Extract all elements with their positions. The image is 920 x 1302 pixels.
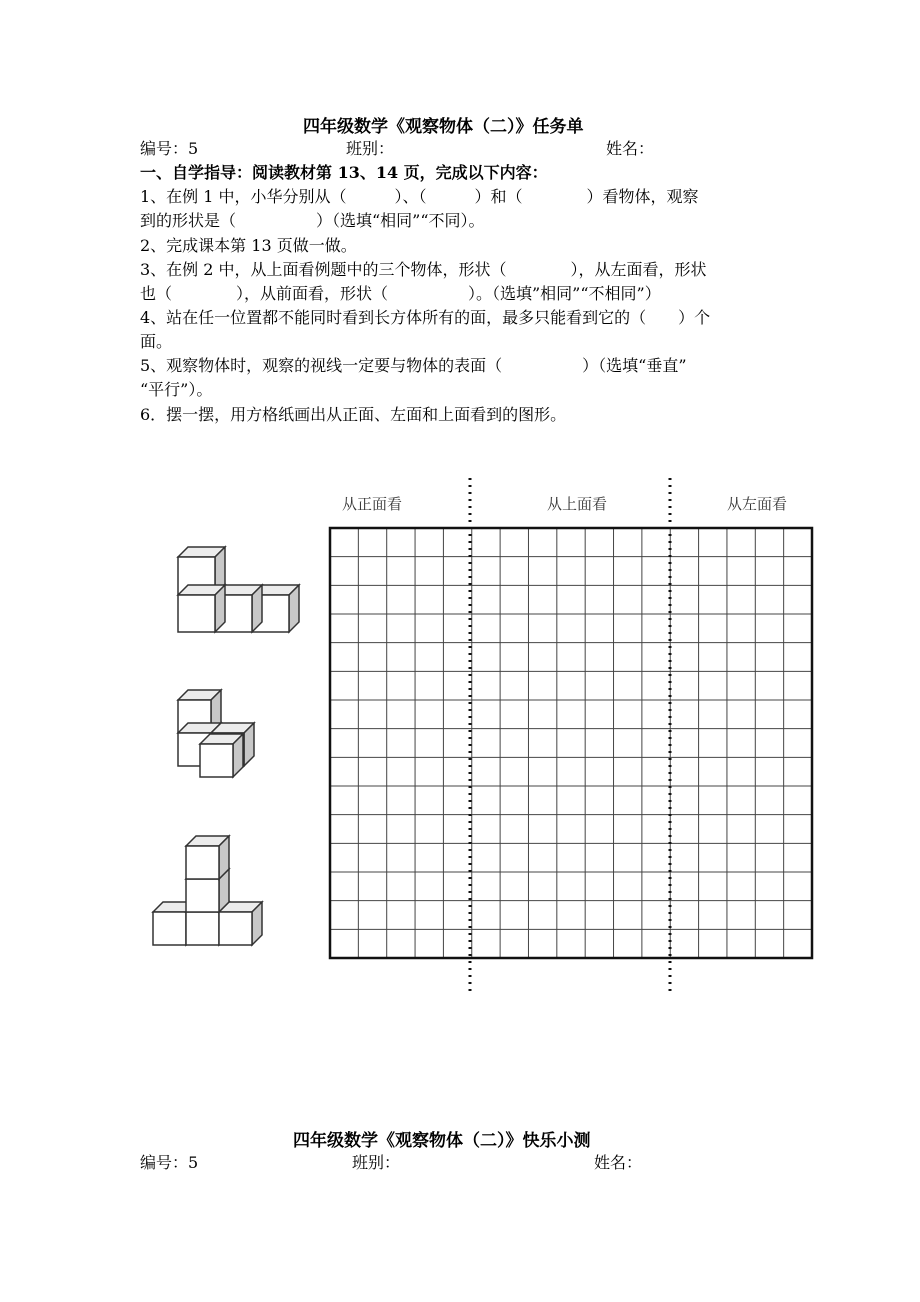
label-front-view: 从正面看 — [341, 495, 403, 513]
section-heading: 一、自学指导：阅读教材第 13、14 页，完成以下内容： — [140, 163, 548, 182]
cube — [200, 734, 243, 777]
item-1-line-1: 1、在例 1 中，小华分别从（ ）、（ ）和（ ）看物体，观察 — [140, 187, 699, 206]
task-sheet-title: 四年级数学《观察物体（二）》任务单 — [303, 117, 584, 137]
item-5-line-2: “平行”）。 — [140, 380, 213, 399]
quiz-header-class: 班别： — [352, 1153, 401, 1172]
grid-border — [330, 528, 812, 958]
item-6: 6．摆一摆，用方格纸画出从正面、左面和上面看到的图形。 — [140, 405, 567, 424]
cube-shape-1 — [178, 547, 299, 632]
cube-shape-3 — [153, 836, 262, 945]
header-number: 编号：5 — [140, 139, 199, 158]
header-name: 姓名： — [606, 139, 655, 158]
item-3-line-1: 3、在例 2 中，从上面看例题中的三个物体，形状（ ），从左面看，形状 — [140, 260, 707, 279]
header-class: 班别： — [346, 139, 395, 158]
cube-shapes — [153, 547, 299, 945]
cube-shape-2 — [178, 690, 254, 777]
quiz-header-number: 编号：5 — [140, 1153, 199, 1172]
quiz-title: 四年级数学《观察物体（二）》快乐小测 — [293, 1131, 591, 1151]
grid-paper — [330, 528, 812, 958]
label-top-view: 从上面看 — [546, 495, 608, 513]
label-left-view: 从左面看 — [726, 495, 788, 513]
cube — [186, 836, 229, 879]
item-2: 2、完成课本第 13 页做一做。 — [140, 236, 357, 255]
item-4-line-2: 面。 — [140, 332, 173, 351]
item-4-line-1: 4、站在任一位置都不能同时看到长方体所有的面，最多只能看到它的（ ）个 — [140, 308, 711, 327]
quiz-header-name: 姓名： — [594, 1153, 643, 1172]
item-1-line-2: 到的形状是（ ）（选填“相同”“不同）。 — [140, 211, 485, 230]
item-3-line-2: 也（ ），从前面看，形状（ ）。（选填”相同”“不相同”） — [140, 284, 661, 303]
cube — [219, 902, 262, 945]
item-5-line-1: 5、观察物体时，观察的视线一定要与物体的表面（ ）（选填“垂直” — [140, 356, 687, 375]
cube — [178, 585, 225, 632]
